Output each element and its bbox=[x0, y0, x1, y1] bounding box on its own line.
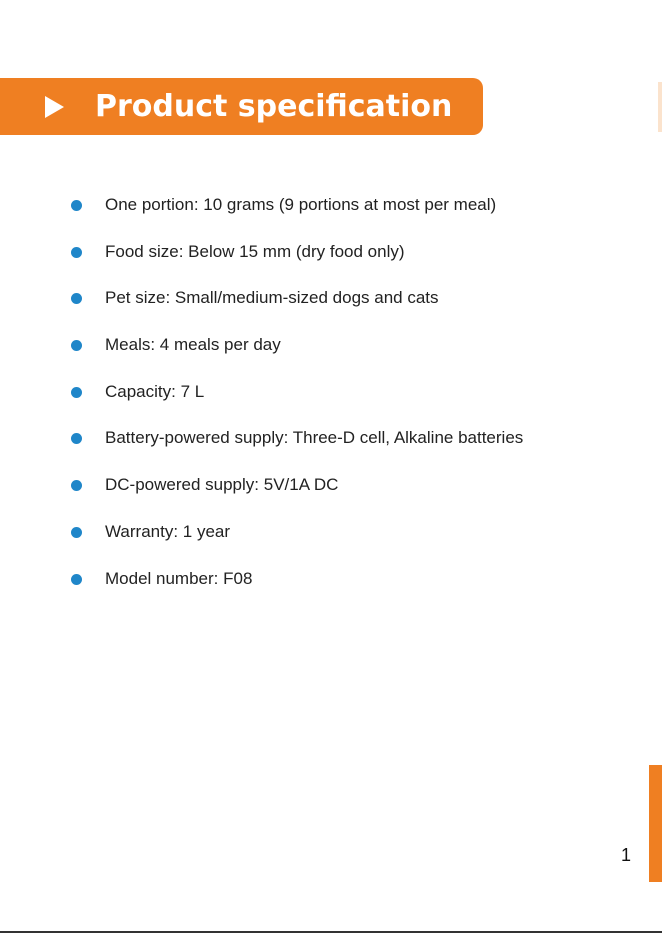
bullet-dot-icon bbox=[71, 200, 82, 211]
spec-item-food-size bbox=[0, 237, 662, 284]
spec-item-model bbox=[0, 564, 662, 611]
bullet-dot-icon bbox=[71, 387, 82, 398]
right-edge-accent bbox=[658, 82, 662, 132]
spec-text: Meals: 4 meals per day bbox=[105, 335, 281, 355]
spec-item-dc-power bbox=[0, 470, 662, 517]
bullet-dot-icon bbox=[71, 480, 82, 491]
bullet-dot-icon bbox=[71, 527, 82, 538]
spec-text: Pet size: Small/medium-sized dogs and cats bbox=[105, 288, 439, 308]
spec-text: Model number: F08 bbox=[105, 568, 253, 588]
bullet-dot-icon bbox=[71, 574, 82, 585]
bullet-dot-icon bbox=[71, 247, 82, 258]
spec-text: Warranty: 1 year bbox=[105, 521, 231, 541]
page-title: Product specification bbox=[95, 89, 453, 124]
page-number: 1 bbox=[621, 845, 632, 865]
spec-list bbox=[0, 190, 662, 610]
spec-text: Battery-powered supply: Three-D cell, Alkaline batteries bbox=[105, 428, 524, 448]
play-icon bbox=[45, 96, 64, 118]
spec-item-meals bbox=[0, 330, 662, 377]
spec-item-portion bbox=[0, 190, 662, 237]
bullet-dot-icon bbox=[71, 340, 82, 351]
spec-text: One portion: 10 grams (9 portions at most per meal) bbox=[105, 195, 497, 214]
side-tab bbox=[649, 765, 662, 882]
spec-item-warranty bbox=[0, 517, 662, 564]
spec-text: Capacity: 7 L bbox=[105, 381, 205, 401]
spec-text: DC-powered supply: 5V/1A DC bbox=[105, 475, 339, 495]
spec-item-battery bbox=[0, 423, 662, 470]
spec-text: Food size: Below 15 mm (dry food only) bbox=[105, 241, 405, 261]
spec-item-capacity bbox=[0, 377, 662, 424]
header-banner bbox=[0, 78, 483, 135]
spec-item-pet-size bbox=[0, 283, 662, 330]
bullet-dot-icon bbox=[71, 293, 82, 304]
bullet-dot-icon bbox=[71, 433, 82, 444]
